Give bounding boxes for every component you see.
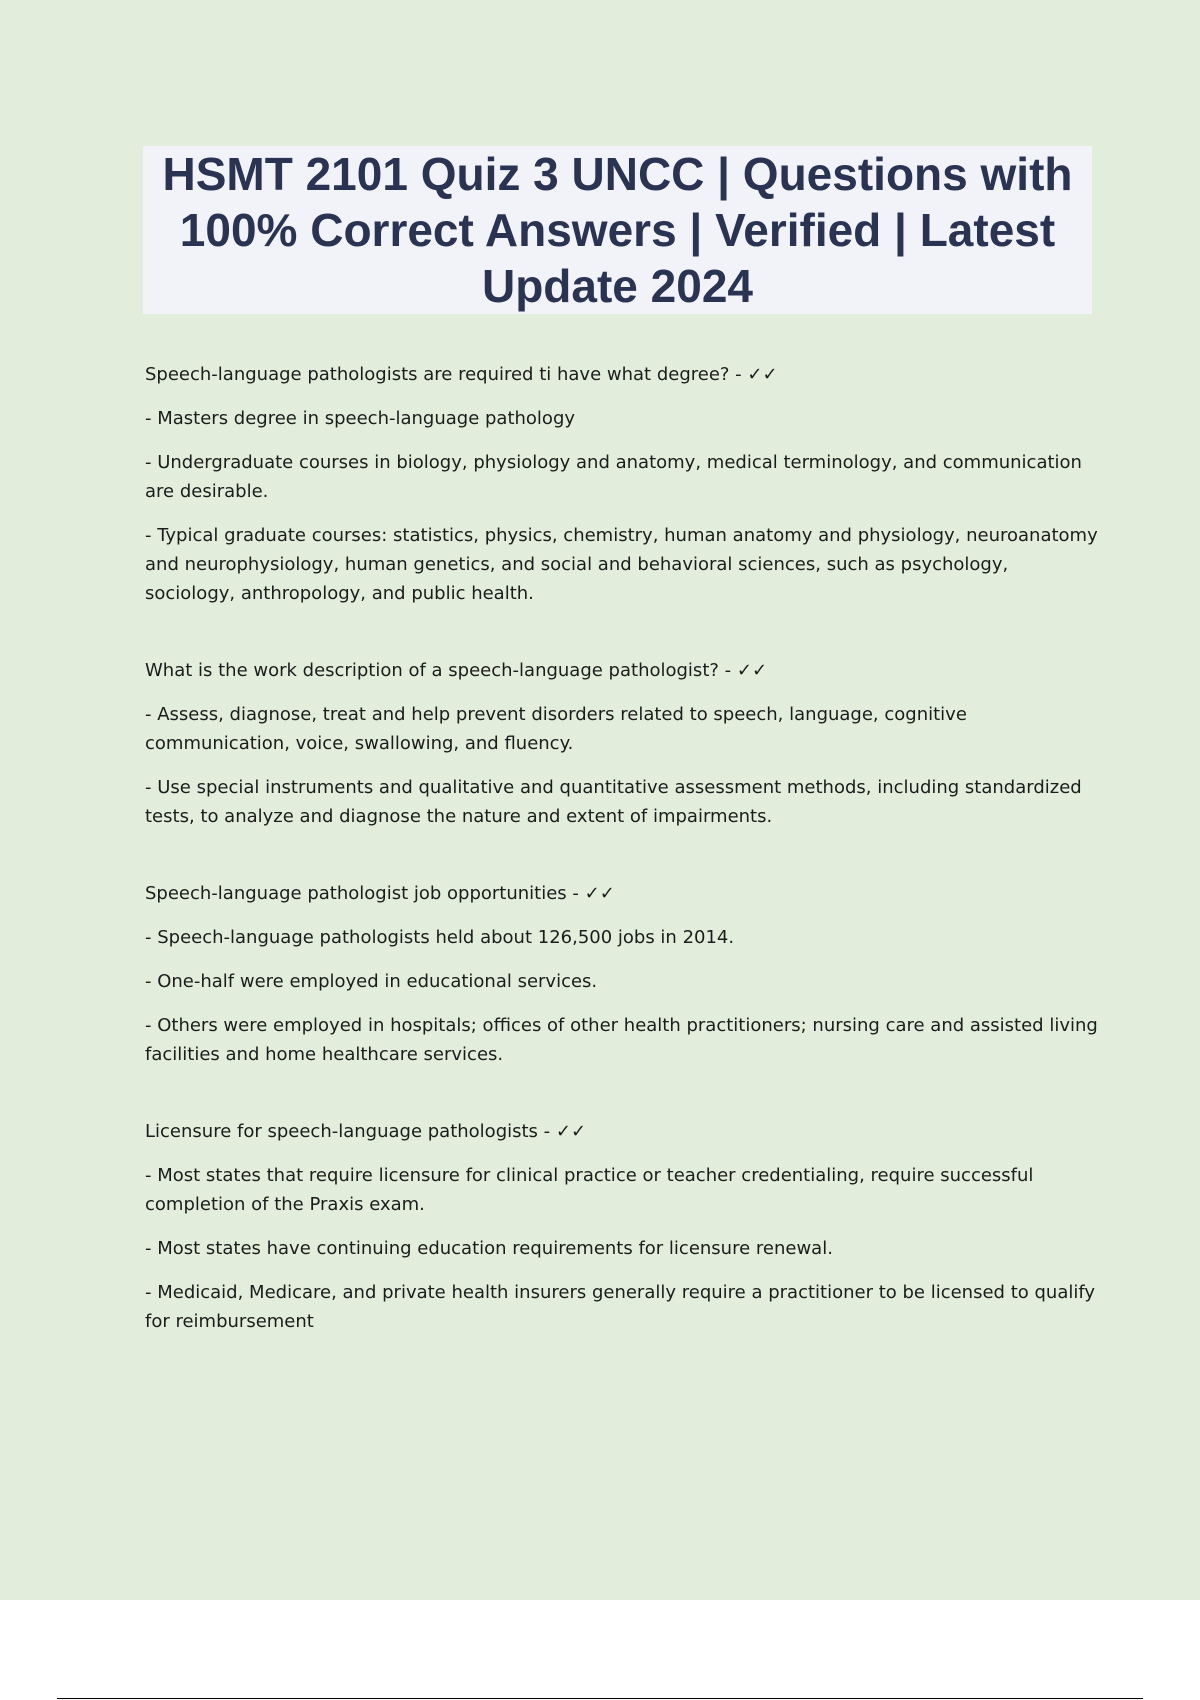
question-text: Licensure for speech-language pathologists - ✓✓ xyxy=(145,1121,587,1142)
title-box xyxy=(143,146,1092,314)
answer-line: - One-half were employed in educational services. xyxy=(145,971,598,992)
answer-line: - Assess, diagnose, treat and help prevent disorders related to speech, language, cognitive communication, voice, swallowing, and fluency. xyxy=(145,704,967,754)
answer-line: - Medicaid, Medicare, and private health insurers generally require a practitioner to be licensed to qualify for reimbursement xyxy=(145,1282,1096,1332)
qa-block xyxy=(145,360,1100,608)
answer-line: - Typical graduate courses: statistics, physics, chemistry, human anatomy and physiology, neuroanatomy and neurophysiology, human genetics, and social and behavioral sciences, such as psychology, sociology, anthropology, and public health. xyxy=(145,525,1098,604)
qa-content xyxy=(145,360,1100,1384)
answer-line: - Most states have continuing education requirements for licensure renewal. xyxy=(145,1238,833,1259)
answer-line: - Speech-language pathologists held about 126,500 jobs in 2014. xyxy=(145,927,735,948)
qa-block xyxy=(145,1117,1100,1336)
document-title: HSMT 2101 Quiz 3 UNCC | Questions with 100% Correct Answers | Verified | Latest Update 2024 xyxy=(162,148,1073,312)
answer-line: - Masters degree in speech-language pathology xyxy=(145,408,576,429)
footer-divider xyxy=(57,1698,1143,1699)
question-text: Speech-language pathologists are required ti have what degree? - ✓✓ xyxy=(145,364,778,385)
answer-line: - Use special instruments and qualitative and quantitative assessment methods, including standardized tests, to analyze and diagnose the nature and extent of impairments. xyxy=(145,777,1082,827)
qa-block xyxy=(145,656,1100,831)
answer-line: - Undergraduate courses in biology, physiology and anatomy, medical terminology, and communication are desirable. xyxy=(145,452,1082,502)
answer-line: - Others were employed in hospitals; offices of other health practitioners; nursing care and assisted living facilities and home healthcare services. xyxy=(145,1015,1098,1065)
answer-line: - Most states that require licensure for clinical practice or teacher credentialing, require successful completion of the Praxis exam. xyxy=(145,1165,1034,1215)
question-text: What is the work description of a speech-language pathologist? - ✓✓ xyxy=(145,660,768,681)
question-text: Speech-language pathologist job opportunities - ✓✓ xyxy=(145,883,615,904)
qa-block xyxy=(145,879,1100,1069)
